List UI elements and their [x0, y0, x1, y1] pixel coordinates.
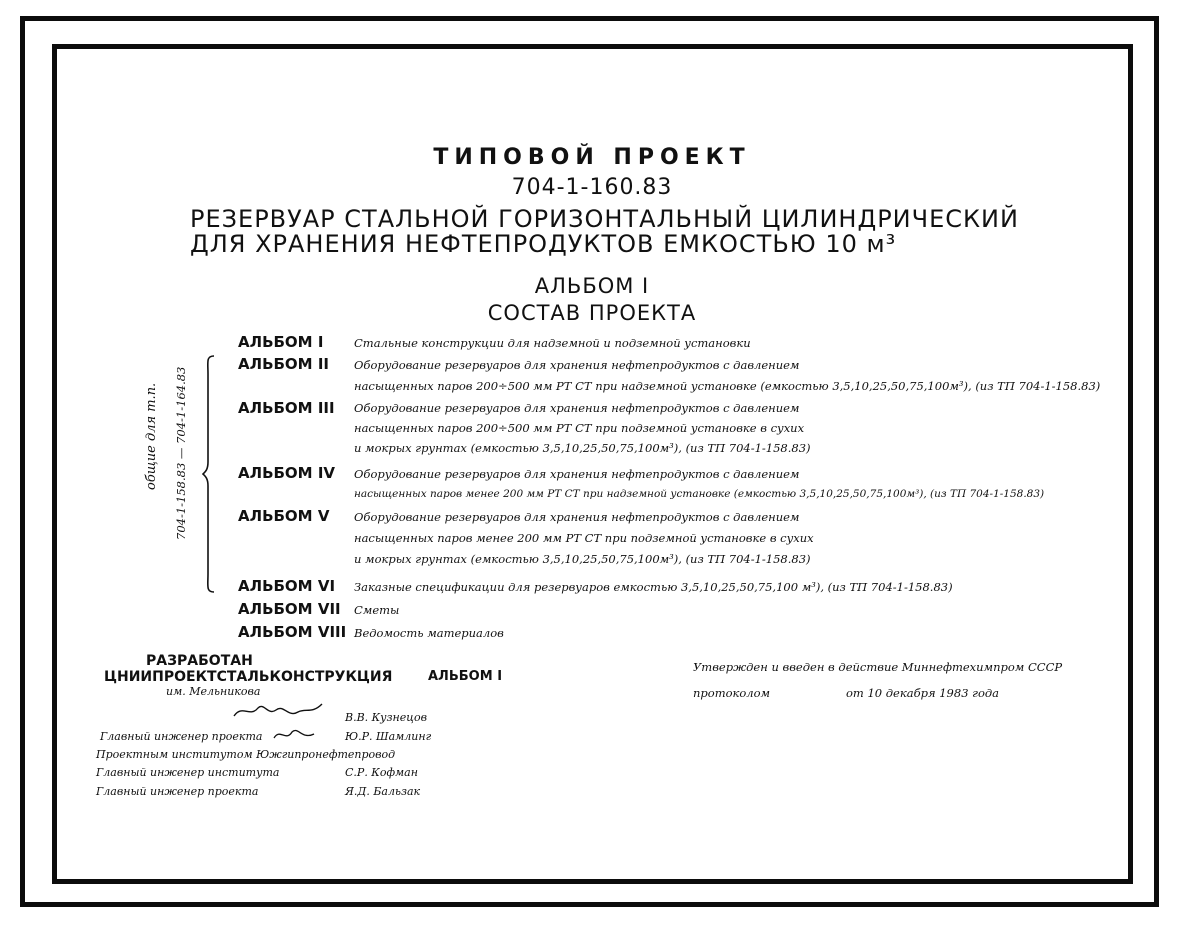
signature-name: Я.Д. Бальзак	[345, 785, 421, 798]
signature-role: Главный инженер проекта	[96, 785, 259, 798]
signature-scribble-icon	[272, 726, 316, 744]
signature-role: Главный инженер проекта	[100, 730, 263, 743]
approval-protocol: протоколом	[693, 686, 771, 700]
approval-date: от 10 декабря 1983 года	[846, 686, 1000, 700]
album-description: Оборудование резервуаров для хранения нефтепродуктов с давлением	[354, 401, 800, 415]
developer-org-sub: им. Мельникова	[166, 685, 261, 698]
album-description: Оборудование резервуаров для хранения нефтепродуктов с давлением	[354, 358, 800, 372]
developer-heading: РАЗРАБОТАН	[146, 653, 253, 669]
approval-line1: Утвержден и введен в действие Миннефтехимпром СССР	[693, 660, 1063, 674]
album-description: и мокрых грунтах (емкостью 3,5,10,25,50,75,100м³), (из ТП 704-1-158.83)	[354, 552, 811, 566]
signature-name: С.Р. Кофман	[345, 766, 418, 779]
album-label: АЛЬБОМ IV	[238, 464, 336, 482]
developer-album-ref: АЛЬБОМ I	[428, 669, 503, 684]
album-description: насыщенных паров 200÷500 мм РТ СТ при надземной установке (емкостью 3,5,10,25,50,75,100м³), (из ТП 704-1-158.83)	[354, 379, 1101, 393]
project-number: 704-1-160.83	[511, 175, 673, 200]
signature-name: Ю.Р. Шамлинг	[345, 730, 432, 743]
project-title-line1: РЕЗЕРВУАР СТАЛЬНОЙ ГОРИЗОНТАЛЬНЫЙ ЦИЛИНДРИЧЕСКИЙ	[190, 205, 1019, 233]
album-label: АЛЬБОМ III	[238, 399, 335, 417]
developer-org: ЦНИИПРОЕКТСТАЛЬКОНСТРУКЦИЯ	[104, 669, 393, 685]
side-note-common: общие для т.п.	[144, 382, 159, 490]
album-description: Заказные спецификации для резервуаров емкостью 3,5,10,25,50,75,100 м³), (из ТП 704-1-158.83)	[354, 580, 953, 594]
signature-scribble-icon	[232, 700, 324, 722]
album-description: насыщенных паров менее 200 мм РТ СТ при надземной установке (емкостью 3,5,10,25,50,75,100м³), (из ТП 704-1-158.83)	[354, 488, 1045, 500]
album-label: АЛЬБОМ VIII	[238, 623, 347, 641]
signature-role: Проектным институтом Южгипронефтепровод	[96, 748, 396, 761]
curly-brace-icon	[202, 354, 216, 594]
project-type-label: ТИПОВОЙ ПРОЕКТ	[433, 145, 751, 170]
album-description: насыщенных паров 200÷500 мм РТ СТ при подземной установке в сухих	[354, 421, 805, 435]
album-description: и мокрых грунтах (емкостью 3,5,10,25,50,75,100м³), (из ТП 704-1-158.83)	[354, 441, 811, 455]
signature-name: В.В. Кузнецов	[345, 711, 428, 724]
album-label: АЛЬБОМ II	[238, 355, 329, 373]
album-heading: АЛЬБОМ I	[534, 274, 650, 298]
album-label: АЛЬБОМ V	[238, 507, 330, 525]
composition-heading: СОСТАВ ПРОЕКТА	[487, 301, 697, 325]
album-label: АЛЬБОМ VI	[238, 577, 336, 595]
album-label: АЛЬБОМ VII	[238, 600, 341, 618]
signature-role: Главный инженер института	[96, 766, 280, 779]
album-description: Ведомость материалов	[354, 626, 504, 640]
side-note-range: 704-1-158.83 — 704-1-164.83	[174, 366, 188, 540]
album-label: АЛЬБОМ I	[238, 333, 324, 351]
album-description: Оборудование резервуаров для хранения нефтепродуктов с давлением	[354, 510, 800, 524]
album-description: Сметы	[354, 603, 400, 617]
album-description: насыщенных паров менее 200 мм РТ СТ при подземной установке в сухих	[354, 531, 814, 545]
album-description: Стальные конструкции для надземной и подземной установки	[354, 336, 751, 350]
project-title-line2: ДЛЯ ХРАНЕНИЯ НЕФТЕПРОДУКТОВ ЕМКОСТЬЮ 10 м³	[190, 230, 897, 258]
album-description: Оборудование резервуаров для хранения нефтепродуктов с давлением	[354, 467, 800, 481]
